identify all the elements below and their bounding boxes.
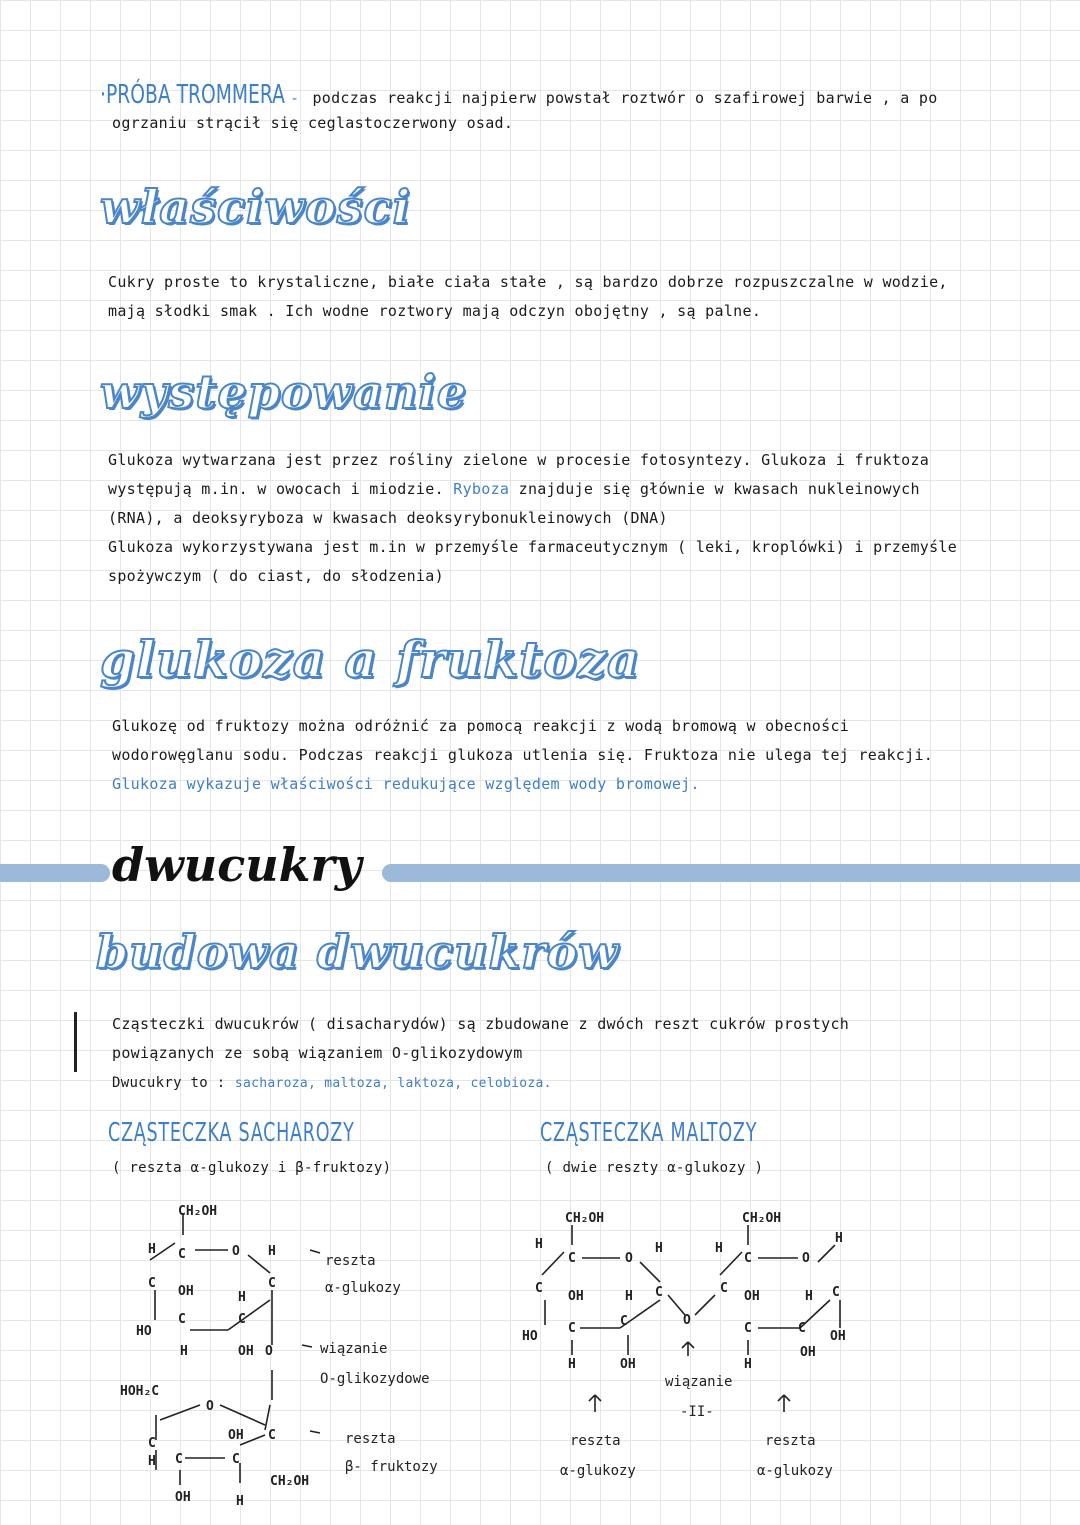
malt-label-right-a: reszta <box>765 1433 816 1449</box>
malt-label-right-b: α-glukozy <box>757 1463 833 1479</box>
sach-atom-c9: C <box>232 1452 240 1467</box>
malt-atom-h4: H <box>568 1357 576 1372</box>
malt-atom-c1: C <box>568 1251 576 1266</box>
malt-label-left-b: α-glukozy <box>560 1463 636 1479</box>
wystepowanie-line5: spożywczym ( do ciast, do słodzenia) <box>108 567 444 585</box>
maltoza-structure <box>520 1200 880 1490</box>
dwucukry-line1: Cząsteczki dwucukrów ( disacharydów) są zbudowane z dwóch reszt cukrów prostych <box>112 1015 850 1033</box>
margin-marker <box>74 1012 77 1072</box>
sach-atom-o1: O <box>232 1244 240 1259</box>
dwucukry-line3 <box>112 1068 1012 1098</box>
sach-atom-h4: H <box>180 1344 188 1359</box>
heading-wlasciwosci: właściwości <box>100 180 412 234</box>
sach-ch2oh-bottom: CH₂OH <box>270 1474 310 1489</box>
sach-atom-h5: H <box>148 1454 156 1469</box>
wystepowanie-line1: Glukoza wytwarzana jest przez rośliny zielone w procesie fotosyntezy. Glukoza i fruktoza <box>108 451 930 469</box>
dwucukry-text <box>112 1010 1012 1098</box>
sach-atom-h6: H <box>236 1494 244 1509</box>
malt-bond-a: wiązanie <box>665 1374 733 1390</box>
sach-atom-h1: H <box>148 1242 156 1257</box>
heading-budowa-dwucukrow-text: budowa dwucukrów <box>96 925 619 979</box>
sach-label2a: wiązanie <box>320 1341 388 1357</box>
malt-atom-c8: C <box>744 1321 752 1336</box>
sacharoza-subtitle: ( reszta α-glukozy i β-fruktozy) <box>112 1160 392 1176</box>
malt-atom-o2: O <box>802 1251 810 1266</box>
wystepowanie-line3: (RNA), a deoksyryboza w kwasach deoksyrybonukleinowych (DNA) <box>108 509 668 527</box>
malt-label-left-a: reszta <box>570 1433 621 1449</box>
malt-atom-h3: H <box>625 1289 633 1304</box>
malt-atom-h2: H <box>655 1241 663 1256</box>
sach-label1b: α-glukozy <box>325 1280 401 1296</box>
malt-atom-c3: C <box>535 1281 543 1296</box>
trommer-block <box>100 80 1000 132</box>
sach-atom-c1: C <box>178 1247 186 1262</box>
malt-atom-o1: O <box>625 1251 633 1266</box>
wlasciwosci-line1: Cukry proste to krystaliczne, białe ciała stałe , są bardzo dobrze rozpuszczalne w wodzie, <box>108 273 948 291</box>
malt-atom-c5: C <box>620 1314 628 1329</box>
sach-label3a: reszta <box>345 1431 396 1447</box>
dwucukry-examples: sacharoza, maltoza, laktoza, celobioza. <box>234 1076 552 1091</box>
divider-left <box>0 864 110 882</box>
malt-atom-h5: H <box>715 1241 723 1256</box>
sach-atom-c7: C <box>148 1436 156 1451</box>
malt-ch2oh-right: CH₂OH <box>742 1211 782 1226</box>
sach-atom-oh3: OH <box>228 1428 244 1443</box>
malt-atom-h8: H <box>805 1289 813 1304</box>
malt-atom-c9: C <box>832 1285 840 1300</box>
sach-atom-c8: C <box>175 1452 183 1467</box>
malt-atom-h7: H <box>835 1231 843 1246</box>
sach-label2b: O-glikozydowe <box>320 1371 430 1387</box>
malt-atom-o-bridge: O <box>683 1313 691 1328</box>
heading-budowa-dwucukrow <box>96 925 619 979</box>
sach-ch2oh-top: CH₂OH <box>178 1204 218 1219</box>
malt-ch2oh-left: CH₂OH <box>565 1211 605 1226</box>
sacharoza-title: CZĄSTECZKA SACHAROZY <box>108 1118 355 1148</box>
glukoza-fruktoza-line3: Glukoza wykazuje właściwości redukujące względem wody bromowej. <box>112 775 700 793</box>
wystepowanie-line2a: występują m.in. w owocach i miodzie. <box>108 480 444 498</box>
malt-atom-oh1: OH <box>568 1289 584 1304</box>
sach-atom-o3: O <box>206 1399 214 1414</box>
dwucukry-line2: powiązanych ze sobą wiązaniem O-glikozydowym <box>112 1044 523 1062</box>
wystepowanie-text <box>108 446 1048 591</box>
malt-atom-oh4: OH <box>830 1329 846 1344</box>
malt-atom-c7: C <box>744 1251 752 1266</box>
wystepowanie-line2c: znajduje się głównie w kwasach nukleinowych <box>518 480 920 498</box>
sach-hoh2c: HOH₂C <box>120 1384 160 1399</box>
wlasciwosci-text <box>108 268 1038 326</box>
sach-label1a: reszta <box>325 1253 376 1269</box>
malt-atom-c4: C <box>568 1321 576 1336</box>
divider-right <box>382 864 1080 882</box>
malt-atom-c6: C <box>720 1281 728 1296</box>
wlasciwosci-line2: mają słodki smak . Ich wodne roztwory mają odczyn obojętny , są palne. <box>108 302 762 320</box>
maltoza-subtitle: ( dwie reszty α-glukozy ) <box>545 1160 764 1176</box>
trommer-line1: podczas reakcji najpierw powstał roztwór o szafirowej barwie , a po <box>312 89 938 107</box>
malt-atom-c10: C <box>798 1321 806 1336</box>
sacharoza-structure <box>120 1195 460 1515</box>
malt-atom-c2: C <box>655 1285 663 1300</box>
malt-atom-h6: H <box>744 1357 752 1372</box>
trommer-line2: ogrzaniu strącił się ceglastoczerwony osad. <box>112 114 514 132</box>
malt-atom-oh5: OH <box>800 1345 816 1360</box>
malt-bond-b: -II- <box>680 1404 714 1420</box>
glukoza-fruktoza-line2: wodorowęglanu sodu. Podczas reakcji glukoza utlenia się. Fruktoza nie ulega tej reakcji. <box>112 746 934 764</box>
sach-atom-o2: O <box>265 1344 273 1359</box>
malt-atom-ho: HO <box>522 1329 538 1344</box>
trommer-dash: - <box>290 89 300 107</box>
sach-atom-oh4: OH <box>175 1490 191 1505</box>
wystepowanie-line2 <box>108 475 1048 504</box>
trommer-title: ·PRÓBA TROMMERA <box>100 80 285 110</box>
sach-atom-h3: H <box>238 1290 246 1305</box>
malt-atom-oh2: OH <box>620 1357 636 1372</box>
glukoza-fruktoza-line1: Glukozę od fruktozy można odróżnić za pomocą reakcji z wodą bromową w obecności <box>112 717 850 735</box>
sach-atom-oh1: OH <box>178 1284 194 1299</box>
heading-glukoza-fruktoza: glukoza a fruktoza <box>100 630 641 689</box>
sach-atom-c4: C <box>178 1312 186 1327</box>
dwucukry-line3a: Dwucukry to : <box>112 1075 226 1091</box>
sach-atom-c3: C <box>148 1276 156 1291</box>
heading-wystepowanie: występowanie <box>100 365 468 419</box>
wystepowanie-ryboza: Ryboza <box>453 480 510 498</box>
wystepowanie-line4: Glukoza wykorzystywana jest m.in w przemyśle farmaceutycznym ( leki, kroplówki) i przemyśle <box>108 538 958 556</box>
sach-atom-c5: C <box>238 1312 246 1327</box>
sach-atom-c2: C <box>268 1276 276 1291</box>
sach-atom-c6: C <box>268 1428 276 1443</box>
malt-atom-h1: H <box>535 1237 543 1252</box>
sach-atom-oh2: OH <box>238 1344 254 1359</box>
sach-label3b: β- fruktozy <box>345 1459 438 1475</box>
sach-atom-h2: H <box>268 1244 276 1259</box>
malt-atom-oh3: OH <box>744 1289 760 1304</box>
maltoza-title: CZĄSTECZKA MALTOZY <box>540 1118 758 1148</box>
section-title-dwucukry: dwucukry <box>112 838 362 892</box>
glukoza-fruktoza-text <box>112 712 1012 799</box>
sach-atom-ho: HO <box>136 1324 152 1339</box>
